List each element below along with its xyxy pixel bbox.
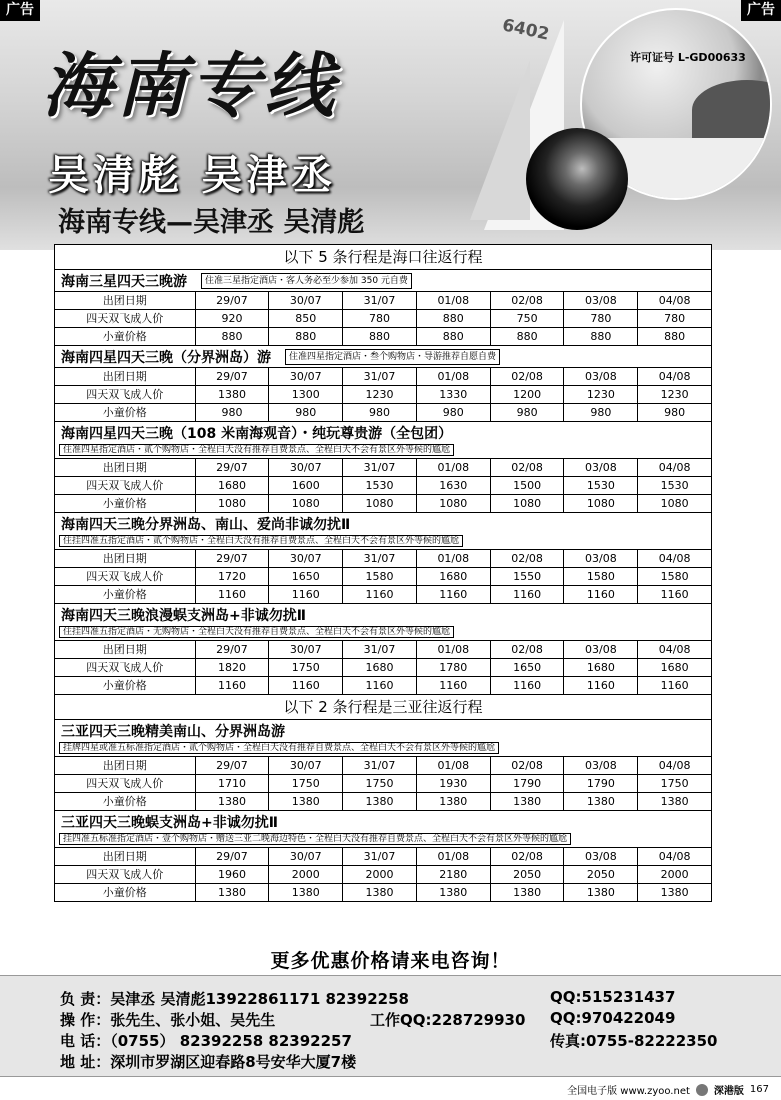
package-name-row <box>55 810 711 832</box>
adult-price-cell: 1720 <box>195 568 269 585</box>
date-cell: 30/07 <box>268 848 342 865</box>
row-label: 出团日期 <box>102 850 147 863</box>
child-price-cell: 1160 <box>563 677 637 694</box>
adult-price-cell: 1790 <box>490 775 564 792</box>
edition-badge-icon <box>696 1084 708 1096</box>
child-price-cell: 980 <box>342 404 416 421</box>
date-cell: 30/07 <box>268 368 342 385</box>
child-price-cell: 1380 <box>416 793 490 810</box>
adult-price-cell: 1230 <box>563 386 637 403</box>
date-cell: 04/08 <box>637 641 711 658</box>
date-cell: 29/07 <box>195 641 269 658</box>
package-name: 海南三星四天三晚游 <box>61 273 187 290</box>
package-name-row <box>55 512 711 534</box>
child-price-cell: 1380 <box>637 884 711 901</box>
child-price-cell: 1380 <box>563 884 637 901</box>
row-label: 出团日期 <box>102 643 147 656</box>
package-note: 挂牌四星或准五标准指定酒店・贰个购物店・全程白天没有推荐自费景点、全程白天不会有景区外等候的尴尬 <box>59 742 499 754</box>
child-price-cell: 1160 <box>637 586 711 603</box>
date-cell: 29/07 <box>195 368 269 385</box>
adult-price-cell: 1650 <box>490 659 564 676</box>
child-price-cell: 880 <box>416 328 490 345</box>
child-price-cell: 1080 <box>416 495 490 512</box>
package-name: 三亚四天三晚蜈支洲岛+非诚勿扰Ⅱ <box>61 814 278 831</box>
adult-price-cell: 1300 <box>268 386 342 403</box>
row-label: 四天双飞成人价 <box>86 479 164 492</box>
child-price-cell: 1160 <box>195 677 269 694</box>
child-price-cell: 980 <box>416 404 490 421</box>
package-name: 海南四星四天三晚（108 米南海观音）・纯玩尊贵游（全包团） <box>61 425 453 442</box>
performance-photo <box>526 128 628 230</box>
subtitle: 海南专线—吴津丞 吴清彪 <box>58 207 365 238</box>
package-note-row <box>55 625 711 640</box>
date-cell: 03/08 <box>563 368 637 385</box>
row-label: 小童价格 <box>102 406 147 419</box>
adult-price-cell: 1680 <box>563 659 637 676</box>
row-label: 小童价格 <box>102 795 147 808</box>
date-cell: 02/08 <box>490 641 564 658</box>
adult-price-cell: 1680 <box>637 659 711 676</box>
adult-price-row <box>55 865 711 883</box>
row-label: 四天双飞成人价 <box>86 388 164 401</box>
child-price-row <box>55 792 711 810</box>
date-cell: 01/08 <box>416 757 490 774</box>
adult-price-cell: 1550 <box>490 568 564 585</box>
date-cell: 01/08 <box>416 550 490 567</box>
manager-qq: QQ:515231437 <box>550 988 676 1006</box>
adult-price-cell: 850 <box>268 310 342 327</box>
child-price-cell: 1380 <box>195 884 269 901</box>
adult-price-cell: 1630 <box>416 477 490 494</box>
date-cell: 31/07 <box>342 848 416 865</box>
package-note: 挂四准五标准指定酒店・壹个购物店・赠送三亚二晚海边特色・全程白天没有推荐自费景点、全程白天不会有景区外等候的尴尬 <box>59 833 571 845</box>
package-name: 海南四天三晚浪漫蜈支洲岛+非诚勿扰Ⅱ <box>61 607 306 624</box>
child-price-cell: 980 <box>195 404 269 421</box>
child-price-cell: 1380 <box>342 884 416 901</box>
date-cell: 04/08 <box>637 368 711 385</box>
child-price-cell: 1380 <box>637 793 711 810</box>
date-cell: 31/07 <box>342 550 416 567</box>
adult-price-cell: 780 <box>342 310 416 327</box>
page-number: 167 <box>749 1084 769 1095</box>
adult-price-cell: 2000 <box>268 866 342 883</box>
child-price-cell: 1160 <box>342 586 416 603</box>
row-label: 小童价格 <box>102 330 147 343</box>
date-cell: 30/07 <box>268 550 342 567</box>
footer-edition: 深港版 <box>713 1086 744 1097</box>
island-hill <box>692 80 772 140</box>
adult-price-cell: 1790 <box>563 775 637 792</box>
row-label: 四天双飞成人价 <box>86 570 164 583</box>
hero-banner <box>0 0 781 250</box>
adult-price-cell: 1230 <box>342 386 416 403</box>
date-cell: 02/08 <box>490 368 564 385</box>
adult-price-row <box>55 385 711 403</box>
adult-price-cell: 1530 <box>637 477 711 494</box>
child-price-cell: 1160 <box>563 586 637 603</box>
child-price-row <box>55 676 711 694</box>
child-price-cell: 880 <box>490 328 564 345</box>
row-label: 出团日期 <box>102 759 147 772</box>
more-info-text: 更多优惠价格请来电咨询！ <box>270 950 511 972</box>
child-price-cell: 1380 <box>342 793 416 810</box>
adult-price-cell: 1780 <box>416 659 490 676</box>
package-note-row <box>55 443 711 458</box>
package-name: 三亚四天三晚精美南山、分界洲岛游 <box>61 723 285 740</box>
row-label: 四天双飞成人价 <box>86 868 164 881</box>
adult-price-cell: 780 <box>637 310 711 327</box>
date-row <box>55 847 711 865</box>
child-price-cell: 980 <box>268 404 342 421</box>
date-cell: 29/07 <box>195 848 269 865</box>
date-cell: 04/08 <box>637 550 711 567</box>
package-name-row <box>55 345 711 367</box>
package-name: 海南四天三晚分界洲岛、南山、爱尚非诚勿扰Ⅱ <box>61 516 351 533</box>
date-cell: 02/08 <box>490 848 564 865</box>
adult-price-row <box>55 309 711 327</box>
date-cell: 31/07 <box>342 292 416 309</box>
address: 地 址：深圳市罗湖区迎春路8号安华大厦7楼 <box>60 1053 357 1071</box>
child-price-cell: 1380 <box>268 884 342 901</box>
row-label: 出团日期 <box>102 294 147 307</box>
row-label: 小童价格 <box>102 679 147 692</box>
package-note: 住准四星指定酒店・叁个购物店・导游推荐自愿自费 <box>285 349 500 365</box>
adult-price-cell: 1580 <box>637 568 711 585</box>
package-note-row <box>55 832 711 847</box>
child-price-cell: 1080 <box>342 495 416 512</box>
date-row <box>55 756 711 774</box>
date-cell: 29/07 <box>195 757 269 774</box>
date-cell: 01/08 <box>416 292 490 309</box>
date-cell: 02/08 <box>490 292 564 309</box>
row-label: 出团日期 <box>102 461 147 474</box>
adult-price-cell: 2050 <box>490 866 564 883</box>
package-name-row <box>55 421 711 443</box>
child-price-cell: 1160 <box>268 677 342 694</box>
adult-price-cell: 1680 <box>195 477 269 494</box>
child-price-row <box>55 883 711 901</box>
section-title: 以下 5 条行程是海口往返行程 <box>55 244 711 270</box>
adult-price-cell: 1750 <box>637 775 711 792</box>
contact-block <box>0 975 781 1077</box>
date-row <box>55 291 711 309</box>
date-cell: 30/07 <box>268 292 342 309</box>
adult-price-cell: 2180 <box>416 866 490 883</box>
child-price-cell: 1160 <box>268 586 342 603</box>
child-price-cell: 880 <box>637 328 711 345</box>
child-price-cell: 880 <box>342 328 416 345</box>
date-cell: 03/08 <box>563 641 637 658</box>
package-name: 海南四星四天三晚（分界洲岛）游 <box>61 349 271 366</box>
date-cell: 01/08 <box>416 641 490 658</box>
date-cell: 30/07 <box>268 757 342 774</box>
child-price-cell: 1080 <box>563 495 637 512</box>
package-note: 住准三星指定酒店・客人务必至少参加 350 元自费 <box>201 273 412 289</box>
child-price-cell: 1160 <box>416 586 490 603</box>
section-title: 以下 2 条行程是三亚往返行程 <box>55 694 711 720</box>
adult-price-cell: 1930 <box>416 775 490 792</box>
date-cell: 31/07 <box>342 757 416 774</box>
child-price-cell: 1380 <box>490 884 564 901</box>
row-label: 出团日期 <box>102 552 147 565</box>
date-cell: 04/08 <box>637 292 711 309</box>
date-row <box>55 640 711 658</box>
child-price-cell: 1080 <box>195 495 269 512</box>
adult-price-cell: 1710 <box>195 775 269 792</box>
adult-price-cell: 880 <box>416 310 490 327</box>
package-note-row <box>55 534 711 549</box>
child-price-row <box>55 585 711 603</box>
adult-price-cell: 1500 <box>490 477 564 494</box>
date-cell: 01/08 <box>416 848 490 865</box>
child-price-cell: 980 <box>637 404 711 421</box>
row-label: 四天双飞成人价 <box>86 661 164 674</box>
adult-price-cell: 1530 <box>563 477 637 494</box>
price-table <box>54 244 712 902</box>
date-cell: 29/07 <box>195 550 269 567</box>
child-price-cell: 1160 <box>416 677 490 694</box>
date-cell: 03/08 <box>563 550 637 567</box>
adult-price-cell: 1750 <box>268 659 342 676</box>
child-price-cell: 1160 <box>490 677 564 694</box>
child-price-cell: 1380 <box>490 793 564 810</box>
child-price-cell: 1080 <box>268 495 342 512</box>
date-cell: 30/07 <box>268 459 342 476</box>
row-label: 小童价格 <box>102 497 147 510</box>
package-note: 住挂四准五指定酒店・贰个购物店・全程白天没有推荐自费景点、全程白天不会有景区外等候的尴尬 <box>59 535 463 547</box>
adult-price-cell: 920 <box>195 310 269 327</box>
row-label: 出团日期 <box>102 370 147 383</box>
date-row <box>55 458 711 476</box>
adult-price-cell: 1680 <box>342 659 416 676</box>
row-label: 四天双飞成人价 <box>86 777 164 790</box>
adult-price-cell: 1750 <box>268 775 342 792</box>
package-name-row <box>55 270 711 291</box>
adult-price-cell: 1530 <box>342 477 416 494</box>
date-cell: 31/07 <box>342 459 416 476</box>
adult-price-cell: 2000 <box>637 866 711 883</box>
phone-numbers: 电 话：（0755） 82392258 82392257 <box>60 1032 352 1050</box>
date-row <box>55 367 711 385</box>
date-cell: 04/08 <box>637 459 711 476</box>
child-price-cell: 1380 <box>195 793 269 810</box>
sail-shadow-graphic <box>470 60 530 220</box>
date-cell: 03/08 <box>563 292 637 309</box>
adult-price-cell: 1650 <box>268 568 342 585</box>
date-cell: 31/07 <box>342 368 416 385</box>
adult-price-cell: 2050 <box>563 866 637 883</box>
child-price-cell: 1160 <box>342 677 416 694</box>
date-cell: 02/08 <box>490 757 564 774</box>
date-cell: 30/07 <box>268 641 342 658</box>
child-price-cell: 980 <box>490 404 564 421</box>
package-note: 住准四星指定酒店・贰个购物店・全程白天没有推荐自费景点、全程白天不会有景区外等候的尴尬 <box>59 444 454 456</box>
adult-price-cell: 1750 <box>342 775 416 792</box>
page-title: 海南专线 <box>42 45 338 127</box>
manager-contact: 负 责：吴津丞 吴清彪13922861171 82392258 <box>60 990 409 1008</box>
adult-price-cell: 1680 <box>416 568 490 585</box>
child-price-cell: 1160 <box>195 586 269 603</box>
adult-price-cell: 1330 <box>416 386 490 403</box>
date-cell: 02/08 <box>490 459 564 476</box>
date-cell: 03/08 <box>563 459 637 476</box>
row-label: 四天双飞成人价 <box>86 312 164 325</box>
child-price-cell: 1160 <box>490 586 564 603</box>
date-cell: 04/08 <box>637 848 711 865</box>
ad-tag-right: 广告 <box>741 0 781 21</box>
date-cell: 03/08 <box>563 757 637 774</box>
adult-price-row <box>55 774 711 792</box>
adult-price-cell: 1580 <box>342 568 416 585</box>
adult-price-cell: 1820 <box>195 659 269 676</box>
adult-price-cell: 1600 <box>268 477 342 494</box>
package-note-row <box>55 741 711 756</box>
child-price-cell: 880 <box>268 328 342 345</box>
date-row <box>55 549 711 567</box>
package-name-row <box>55 720 711 741</box>
child-price-cell: 1380 <box>268 793 342 810</box>
footer-site: 全国电子版 www.zyoo.net <box>567 1086 690 1097</box>
footer <box>567 1082 769 1097</box>
child-price-cell: 880 <box>195 328 269 345</box>
date-cell: 31/07 <box>342 641 416 658</box>
child-price-row <box>55 403 711 421</box>
child-price-row <box>55 494 711 512</box>
date-cell: 01/08 <box>416 459 490 476</box>
operator-qq: QQ:970422049 <box>550 1009 676 1027</box>
license-number: 许可证号 L-GD00633 <box>630 51 746 64</box>
date-cell: 01/08 <box>416 368 490 385</box>
child-price-cell: 1080 <box>637 495 711 512</box>
work-qq: 工作QQ:228729930 <box>370 1011 526 1029</box>
date-cell: 02/08 <box>490 550 564 567</box>
fax-number: 传真:0755-82222350 <box>550 1032 718 1050</box>
child-price-row <box>55 327 711 345</box>
row-label: 小童价格 <box>102 886 147 899</box>
date-cell: 04/08 <box>637 757 711 774</box>
date-cell: 03/08 <box>563 848 637 865</box>
package-name-row <box>55 603 711 625</box>
ad-tag-left: 广告 <box>0 0 40 21</box>
operator-names: 操 作：张先生、张小姐、吴先生 <box>60 1011 276 1029</box>
package-note: 住挂四准五指定酒店・无购物店・全程白天没有推荐自费景点、全程白天不会有景区外等候的尴尬 <box>59 626 454 638</box>
adult-price-cell: 780 <box>563 310 637 327</box>
adult-price-cell: 1200 <box>490 386 564 403</box>
adult-price-cell: 1230 <box>637 386 711 403</box>
manager-names: 吴清彪 吴津丞 <box>48 151 337 199</box>
child-price-cell: 980 <box>563 404 637 421</box>
adult-price-cell: 2000 <box>342 866 416 883</box>
sail-number: 6402 <box>500 15 551 45</box>
adult-price-cell: 750 <box>490 310 564 327</box>
adult-price-row <box>55 476 711 494</box>
child-price-cell: 1380 <box>416 884 490 901</box>
adult-price-row <box>55 567 711 585</box>
adult-price-row <box>55 658 711 676</box>
adult-price-cell: 1580 <box>563 568 637 585</box>
date-cell: 29/07 <box>195 459 269 476</box>
adult-price-cell: 1380 <box>195 386 269 403</box>
child-price-cell: 1380 <box>563 793 637 810</box>
row-label: 小童价格 <box>102 588 147 601</box>
child-price-cell: 1080 <box>490 495 564 512</box>
adult-price-cell: 1960 <box>195 866 269 883</box>
child-price-cell: 880 <box>563 328 637 345</box>
date-cell: 29/07 <box>195 292 269 309</box>
child-price-cell: 1160 <box>637 677 711 694</box>
